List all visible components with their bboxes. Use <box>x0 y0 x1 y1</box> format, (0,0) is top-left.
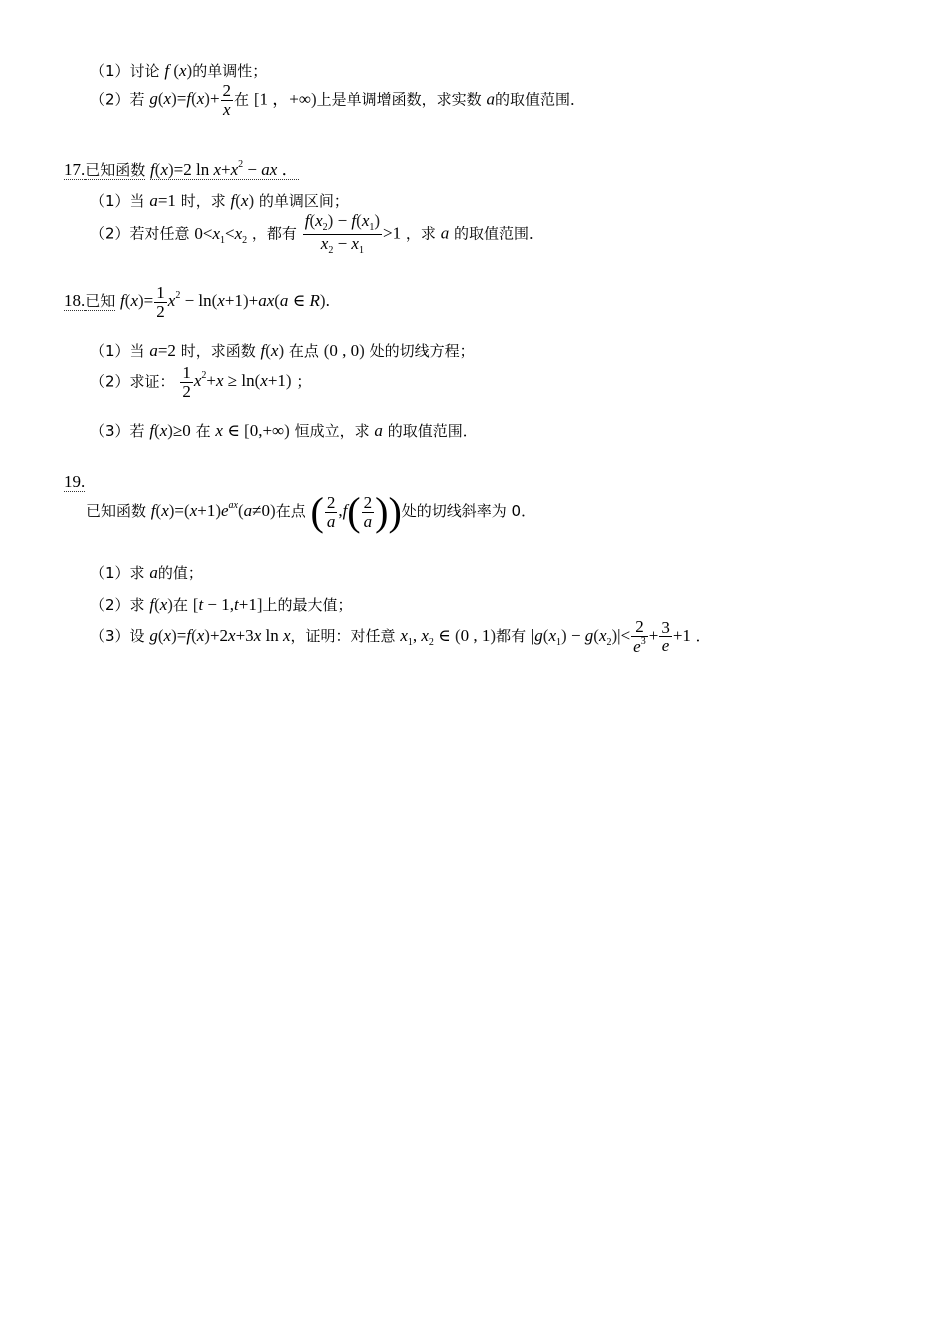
q17-part2: （2）若对任意 $0<x_1<x_2$ ，都有 $\frac{f(x_2) - f(x_1)}{x_2 - x_1}$ >1 ，求 a 的取值范围． <box>90 211 545 256</box>
q19-stem: 已知函数 $f(x)=(x+1)e^{ax}(a\ne 0)$在点 ( $\frac{2}{a}$ ,f( $\frac{2}{a}$ ))处的切线斜率为 0． <box>86 489 537 534</box>
question-number: 19. <box>64 472 86 491</box>
q19-part1: （1）求 a的值； <box>90 563 203 582</box>
fraction: $\frac{f(x_2) - f(x_1)}{x_2 - x_1}$ <box>304 211 381 256</box>
q17-part1: （1）当 a=1 时，求 f(x) 的单调区间； <box>90 191 349 210</box>
part-label: （2） <box>90 596 130 614</box>
formula: $\frac{1}{2}$ $x^2+x \ge \ln(x+1)$ <box>182 363 292 401</box>
part-label: （2） <box>90 372 130 391</box>
formula: f(x)= $\frac{1}{2}$ $x^2 - \ln(x+1)+ax(a$ ∈ R). <box>120 283 330 321</box>
fraction: $\frac{2}{a}$ <box>326 492 336 531</box>
point: (0 , 0) <box>323 341 365 360</box>
formula: $x_1$, $x_2$ ∈ (0 , 1) <box>400 625 497 648</box>
part-label: （3） <box>90 626 130 645</box>
q18-part3: （3）若 f(x)≥0 在 x ∈ [0,+∞) 恒成立，求 a 的取值范围． <box>90 421 478 440</box>
formula: g(x)=f(x)+2x+3x ln x <box>149 625 291 645</box>
interval: [1 ，+∞) <box>253 89 317 109</box>
formula: f(x) <box>149 595 173 614</box>
question-number: 17. <box>64 160 86 179</box>
formula: f (x) <box>164 61 193 80</box>
question-number: 18. <box>64 291 86 311</box>
q18-part2: （2）求证： $\frac{1}{2}$ $x^2+x \ge \ln(x+1)$ ； <box>90 363 312 401</box>
fraction: $\frac{1}{2}$ <box>156 283 165 321</box>
q17-stem: 17.已知函数 f(x)=2 $\ln x+x^2$ − ax ． <box>64 159 299 179</box>
q19-part2: （2）求 f(x)在 [t − 1,t+1]上的最大值； <box>90 595 353 614</box>
q19-part3: （3）设 g(x)=f(x)+2x+3x ln x，证明：对任意 $x_1$, $x_2$ ∈ (0 , 1)都有 $|g(x_1) - g(x_2)|<$ $\frac{2}{e^3}$ + $\frac{3}{e}$ +1 ． <box>90 617 711 656</box>
formula: f(x) <box>230 191 255 210</box>
q16-part2: （2）若 g(x)=f(x)+ $\frac{2}{x}$ 在 [1 ，+∞)上是单调增函数，求实数 a的取值范围． <box>90 81 585 119</box>
formula: a=2 <box>149 341 176 360</box>
part-label: （2） <box>90 90 130 109</box>
fraction: $\frac{2}{a}$ <box>363 492 373 531</box>
fraction: $\frac{3}{e}$ <box>661 617 670 656</box>
part-label: （2） <box>90 224 130 243</box>
part-label: （1） <box>90 342 130 360</box>
formula: a=1 <box>149 191 176 210</box>
point: ( $\frac{2}{a}$ ,f( $\frac{2}{a}$ )) <box>310 489 402 534</box>
fraction: $\frac{1}{2}$ <box>182 363 191 401</box>
var-a: a <box>149 563 158 582</box>
formula: f(x)=2 $\ln x+x^2$ − ax ． <box>150 159 299 179</box>
q19-number-line <box>64 472 85 492</box>
q18-part1: （1）当 a=2 时，求函数 f(x) 在点 (0 , 0) 处的切线方程； <box>90 341 475 360</box>
formula: g(x)=f(x)+ $\frac{2}{x}$ <box>149 81 232 119</box>
formula: $0<x_1<x_2$ <box>194 223 248 246</box>
formula: $|g(x_1) - g(x_2)|<$ $\frac{2}{e^3}$ + $\frac{3}{e}$ +1 <box>530 617 691 656</box>
fraction: $\frac{2}{x}$ <box>222 81 232 119</box>
var-a: a <box>440 223 450 243</box>
var-a: a <box>374 421 383 440</box>
q16-part1: （1）讨论 f (x)的单调性； <box>90 61 268 80</box>
part-label: （3） <box>90 422 130 440</box>
formula: $f(x)=(x+1)e^{ax}(a\ne 0)$ <box>150 499 276 520</box>
formula: f(x)≥0 <box>149 421 191 440</box>
part-label: （1） <box>90 62 130 80</box>
part-label: （1） <box>90 192 130 210</box>
var-a: a <box>486 89 495 109</box>
fraction: $\frac{2}{e^3}$ <box>633 617 646 656</box>
part-label: （1） <box>90 564 130 582</box>
q18-stem: 18.已知 f(x)= $\frac{1}{2}$ $x^2 - \ln(x+1)+ax(a$ ∈ R). <box>64 283 330 321</box>
interval: [t − 1,t+1] <box>192 595 263 614</box>
formula: x ∈ [0,+∞) <box>215 421 290 440</box>
formula: f(x) <box>260 341 285 360</box>
